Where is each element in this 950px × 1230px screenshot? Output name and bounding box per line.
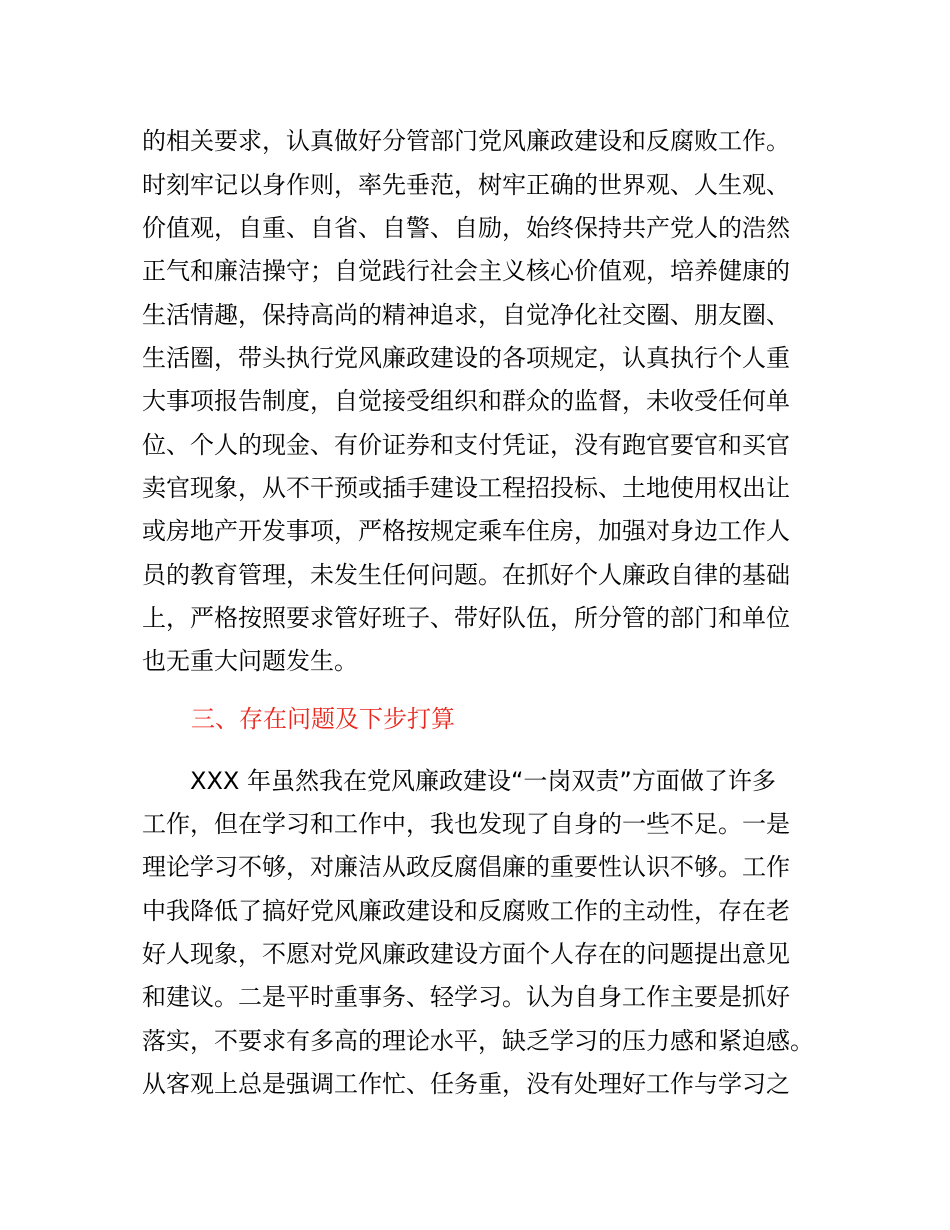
text-line: 卖官现象，从不干预或插手建设工程招投标、土地使用权出让 (142, 474, 790, 502)
text-line: 的相关要求，认真做好分管部门党风廉政建设和反腐败工作。 (142, 127, 790, 155)
text-line: 中我降低了搞好党风廉政建设和反腐败工作的主动性，存在老 (142, 897, 790, 925)
text-line: 正气和廉洁操守；自觉践行社会主义核心价值观，培养健康的 (142, 257, 790, 285)
text-line: 生活圈，带头执行党风廉政建设的各项规定，认真执行个人重 (142, 344, 790, 372)
text-line: 从客观上总是强调工作忙、任务重，没有处理好工作与学习之 (142, 1070, 790, 1098)
text-line: 时刻牢记以身作则，率先垂范，树牢正确的世界观、人生观、 (142, 171, 790, 199)
text-line: 工作，但在学习和工作中，我也发现了自身的一些不足。一是 (142, 810, 790, 838)
text-line: 也无重大问题发生。 (142, 647, 358, 675)
text-line: 和建议。二是平时重事务、轻学习。认为自身工作主要是抓好 (142, 983, 790, 1011)
section-heading: 三、存在问题及下步打算 (191, 705, 455, 733)
text-line: 理论学习不够，对廉洁从政反腐倡廉的重要性认识不够。工作 (142, 853, 790, 881)
text-line: 或房地产开发事项，严格按规定乘车住房，加强对身边工作人 (142, 517, 790, 545)
text-line: XXX 年虽然我在党风廉政建设“一岗双责”方面做了许多 (190, 767, 776, 795)
text-line: 落实，不要求有多高的理论水平，缺乏学习的压力感和紧迫感。 (142, 1027, 814, 1055)
text-line: 大事项报告制度，自觉接受组织和群众的监督，未收受任何单 (142, 387, 790, 415)
text-line: 生活情趣，保持高尚的精神追求，自觉净化社交圈、朋友圈、 (142, 301, 790, 329)
text-line: 员的教育管理，未发生任何问题。在抓好个人廉政自律的基础 (142, 561, 790, 589)
text-line: 价值观，自重、自省、自警、自励，始终保持共产党人的浩然 (142, 214, 790, 242)
text-line: 好人现象，不愿对党风廉政建设方面个人存在的问题提出意见 (142, 940, 790, 968)
text-line: 上，严格按照要求管好班子、带好队伍，所分管的部门和单位 (142, 604, 790, 632)
text-line: 位、个人的现金、有价证券和支付凭证，没有跑官要官和买官 (142, 431, 790, 459)
